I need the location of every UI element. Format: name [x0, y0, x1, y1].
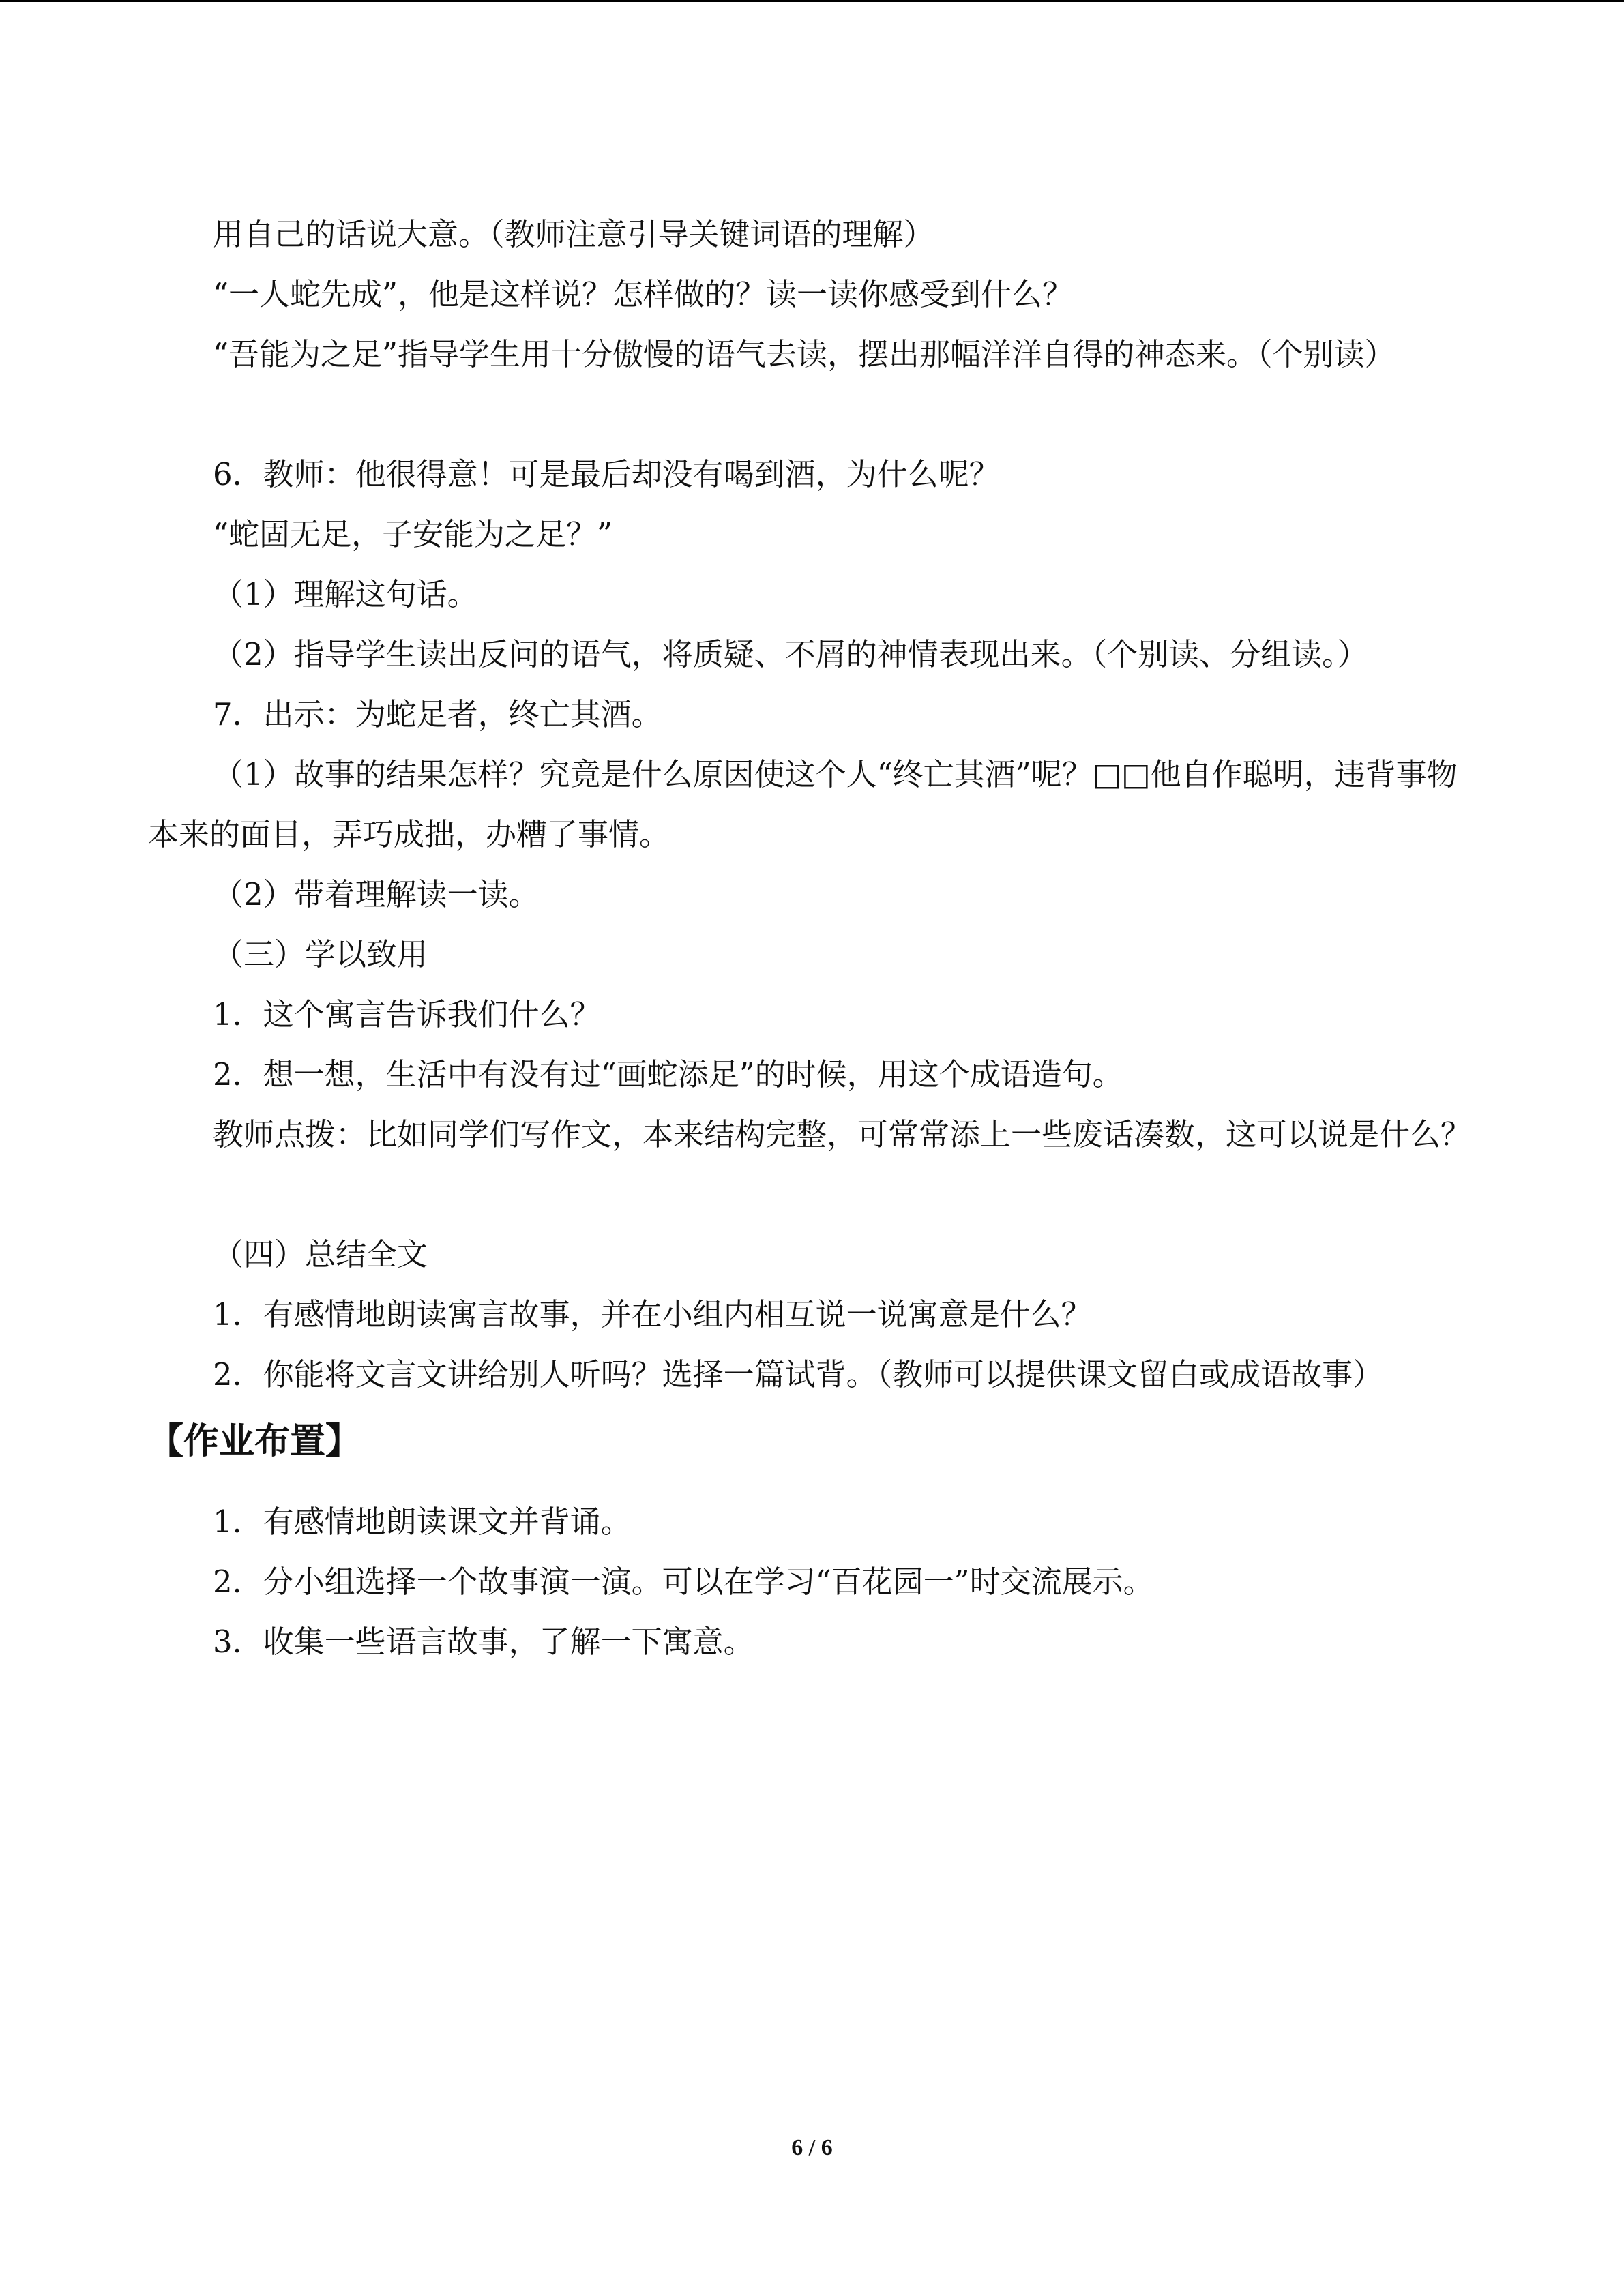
page-number: 6 / 6	[791, 2135, 833, 2160]
body-paragraph: （1）故事的结果怎样？究竟是什么原因使这个人“终亡其酒”呢？□□他自作聪明，违背事物本来的面目，弄巧成拙，办糟了事情。	[148, 756, 1458, 852]
body-paragraph: “一人蛇先成”，他是这样说？怎样做的？读一读你感受到什么？	[213, 276, 1074, 312]
homework-item: 2．分小组选择一个故事演一演。可以在学习“百花园一”时交流展示。	[213, 1564, 1154, 1600]
body-paragraph: （2）指导学生读出反问的语气，将质疑、不屑的神情表现出来。（个别读、分组读。）	[213, 636, 1368, 672]
body-paragraph: “蛇固无足，子安能为之足？”	[213, 516, 613, 552]
body-paragraph: 2．你能将文言文讲给别人听吗？选择一篇试背。（教师可以提供课文留白或成语故事）	[213, 1356, 1384, 1392]
body-paragraph: 2．想一想，生活中有没有过“画蛇添足”的时候，用这个成语造句。	[213, 1056, 1123, 1092]
body-paragraph: 1．这个寓言告诉我们什么？	[213, 996, 601, 1032]
body-paragraph: 7．出示：为蛇足者，终亡其酒。	[213, 696, 662, 732]
body-paragraph: （1）理解这句话。	[213, 576, 478, 612]
homework-item: 3．收集一些语言故事，了解一下寓意。	[213, 1624, 754, 1660]
homework-item: 1．有感情地朗读课文并背诵。	[213, 1504, 632, 1540]
body-paragraph: 教师点拨：比如同学们写作文，本来结构完整，可常常添上一些废话凑数，这可以说是什么？	[213, 1116, 1472, 1152]
body-paragraph: 6．教师：他很得意！可是最后却没有喝到酒，为什么呢？	[213, 456, 1000, 492]
body-paragraph: （2）带着理解读一读。	[213, 876, 540, 912]
body-paragraph: 1．有感情地朗读寓言故事，并在小组内相互说一说寓意是什么？	[213, 1296, 1092, 1332]
body-paragraph: “吾能为之足”指导学生用十分傲慢的语气去读，摆出那幅洋洋自得的神态来。（个别读）	[213, 336, 1396, 372]
homework-heading: 【作业布置】	[148, 1421, 361, 1462]
body-paragraph: 用自己的话说大意。（教师注意引导关键词语的理解）	[213, 216, 934, 252]
section-subheading: （三）学以致用	[213, 936, 428, 972]
section-subheading: （四）总结全文	[213, 1236, 428, 1272]
